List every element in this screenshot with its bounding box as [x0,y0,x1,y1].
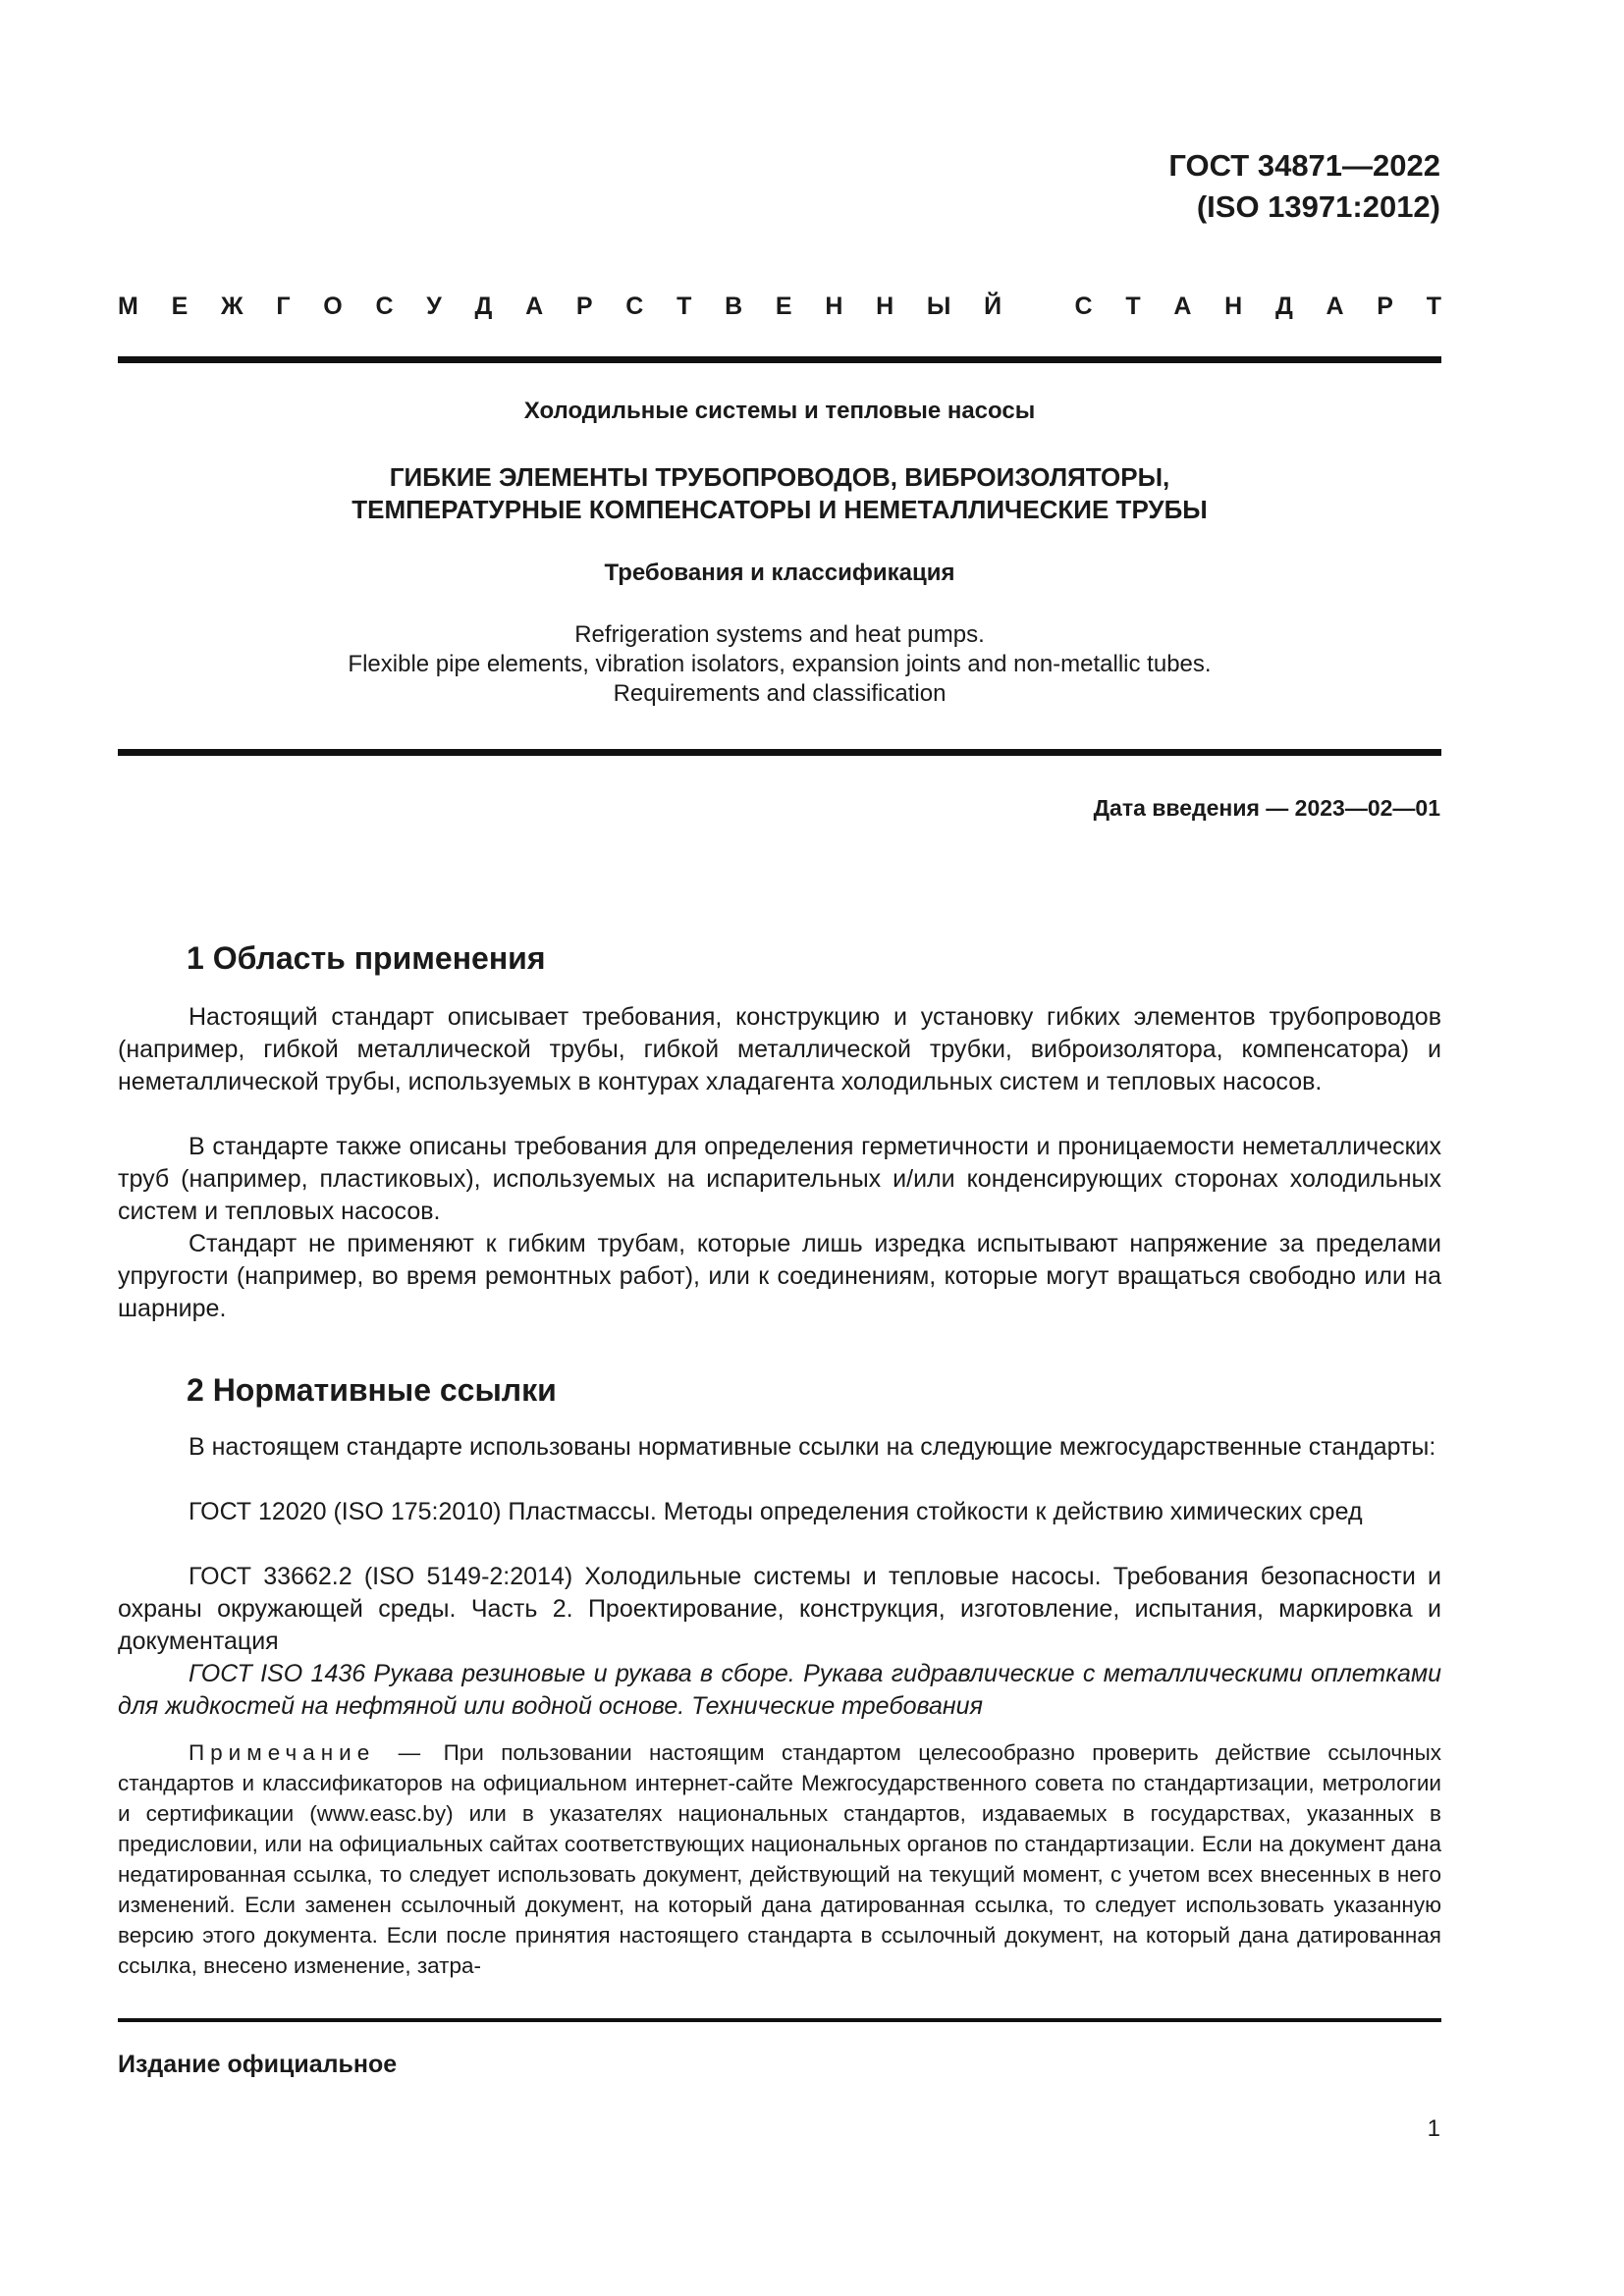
category-letter: А [525,293,544,320]
note-block [118,1737,1441,1981]
category-letter: Т [677,293,692,320]
category-letter: С [625,293,644,320]
title-en-line3: Requirements and classification [613,680,947,707]
category-letter: Ж [220,293,244,320]
category-letter: А [1173,293,1192,320]
edition-label: Издание официальное [118,2051,398,2078]
section-1-paragraph-1: Настоящий стандарт описывает требования, конструкцию и установку гибких элементов трубопроводов (например, гибкой металлической трубы, гибкой металлической трубки, виброизолятора, компенсатора) и неметаллической трубы, используемых в контурах хладагента холодильных систем и тепловых насосов. [118,1003,1441,1095]
title-en-line2: Flexible pipe elements, vibration isolators, expansion joints and non-metallic tubes. [348,651,1212,677]
header-rule [118,356,1441,363]
category-letter: Н [825,293,843,320]
title-subject: Холодильные системы и тепловые насосы [523,398,1036,424]
category-letter: Т [1426,293,1441,320]
iso-number: (ISO 13971:2012) [1196,189,1440,224]
category-letter: Д [1274,293,1293,320]
page-number: 1 [1427,2115,1440,2142]
title-subtitle: Требования и классификация [604,560,955,586]
reference-gost-33662-2: ГОСТ 33662.2 (ISO 5149-2:2014) Холодильные системы и тепловые насосы. Требования безопасности и охраны окружающей среды. Часть 2. Проектирование, конструкция, изготовление, испытания, маркировка и документация [118,1563,1441,1655]
reference-gost-iso-1436: ГОСТ ISO 1436 Рукава резиновые и рукава в сборе. Рукава гидравлические с металлическими оплетками для жидкостей на нефтяной или водной основе. Технические требования [118,1660,1441,1720]
category-letter: Р [1377,293,1393,320]
category-letter [1035,293,1042,321]
date-introduced: Дата введения — 2023—02—01 [1093,795,1440,821]
category-letter: У [426,293,442,320]
category-letter: Й [984,293,1002,320]
category-letter: С [375,293,394,320]
section-2-paragraph-1: В настоящем стандарте использованы нормативные ссылки на следующие межгосударственные стандарты: [189,1433,1436,1461]
section-1-paragraph-2: В стандарте также описаны требования для определения герметичности и проницаемости неметаллических труб (например, пластиковых), используемых на испарительных и/или конденсирующих сторонах холодильных систем и тепловых насосов. [118,1133,1441,1225]
gost-number: ГОСТ 34871—2022 [1168,148,1440,183]
title-main-line2: ТЕМПЕРАТУРНЫЕ КОМПЕНСАТОРЫ И НЕМЕТАЛЛИЧЕСКИЕ ТРУБЫ [352,495,1208,524]
category-letter: М [118,293,138,320]
category-letter: Г [276,293,291,320]
category-letter: С [1074,293,1093,320]
category-letter: Н [876,293,894,320]
category-letter: Р [575,293,593,320]
category-letter: О [323,293,343,320]
category-letter: Е [775,293,792,320]
category-letter: Д [474,293,493,320]
category-letter: Ы [926,293,951,320]
category-letter: Н [1224,293,1243,320]
category-letter: В [725,293,743,320]
footer-rule [118,2018,1441,2022]
document-category [118,293,1441,321]
section-1-heading: 1 Область применения [187,940,546,976]
title-main-line1: ГИБКИЕ ЭЛЕМЕНТЫ ТРУБОПРОВОДОВ, ВИБРОИЗОЛЯТОРЫ, [389,462,1170,492]
category-letter: А [1326,293,1344,320]
section-2-heading: 2 Нормативные ссылки [187,1372,557,1408]
category-letter: Е [171,293,189,320]
section-1-paragraph-3: Стандарт не применяют к гибким трубам, которые лишь изредка испытывают напряжение за пределами упругости (например, во время ремонтных работ), или к соединениям, которые могут вращаться свободно или на шарнире. [118,1230,1441,1322]
title-en-line1: Refrigeration systems and heat pumps. [574,621,985,648]
title-rule [118,749,1441,756]
note-text: При пользовании настоящим стандартом целесообразно проверить действие ссылочных стандартов и классификаторов на официальном интернет-сайте Межгосударственного совета по стандартизации, метрологии и сертификации (www.easc.by) или в указателях национальных стандартов, издаваемых в государствах, указанных в предисловии, или на официальных сайтах соответствующих национальных органов по стандартизации. Если на документ дана недатированная ссылка, то следует использовать документ, действующий на текущий момент, с учетом всех внесенных в него изменений. Если заменен ссылочный документ, на который дана датированная ссылка, то следует использовать указанную версию этого документа. Если после принятия настоящего стандарта в ссылочный документ, на который дана датированная ссылка, внесено изменение, затра- [118,1740,1442,1978]
category-letter: Т [1125,293,1141,320]
reference-gost-12020: ГОСТ 12020 (ISO 175:2010) Пластмассы. Методы определения стойкости к действию химических сред [189,1498,1363,1525]
note-label: Примечание — [189,1740,427,1765]
